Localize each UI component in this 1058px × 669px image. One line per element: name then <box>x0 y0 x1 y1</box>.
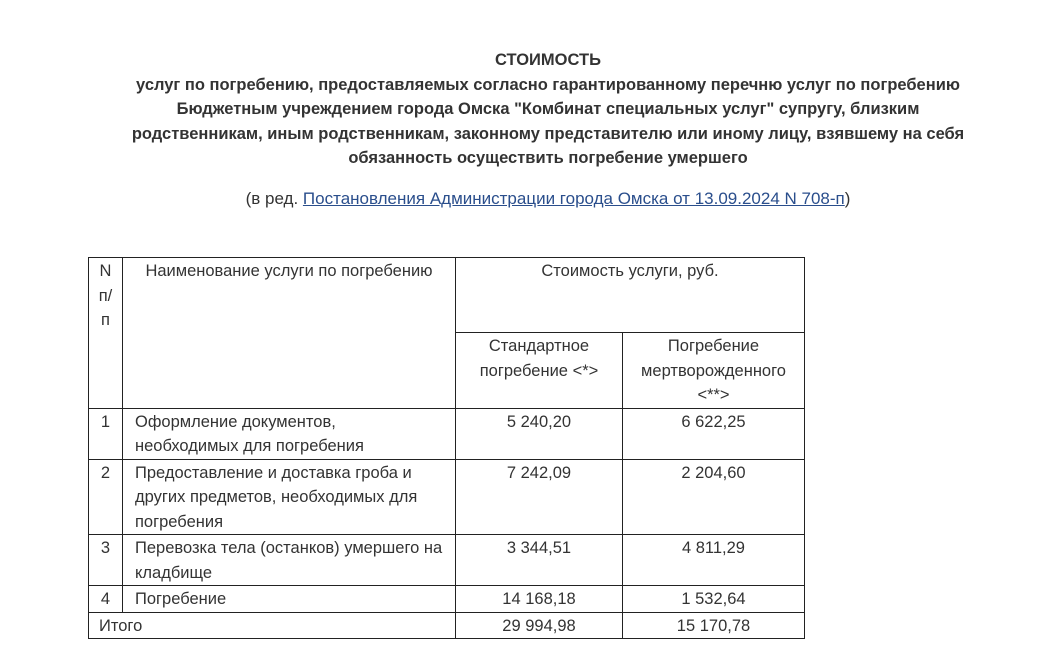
total-standard-price: 29 994,98 <box>456 612 623 639</box>
row-service-name: Перевозка тела (останков) умершего на кладбище <box>123 535 456 586</box>
cost-table <box>88 257 805 639</box>
revision-suffix: ) <box>844 189 851 208</box>
total-stillborn-price: 15 170,78 <box>623 612 805 639</box>
header-cost-group: Стоимость услуги, руб. <box>456 258 805 333</box>
document-title <box>60 48 1036 171</box>
title-line: услуг по погребению, предоставляемых согласно гарантированному перечню услуг по погребению <box>136 75 960 94</box>
table-row <box>89 535 805 586</box>
title-line: Бюджетным учреждением города Омска "Комбинат специальных услуг" супругу, близким <box>176 100 920 118</box>
title-line: обязанность осуществить погребение умершего <box>348 149 748 167</box>
header-row <box>89 258 805 333</box>
row-standard-price: 7 242,09 <box>456 459 623 535</box>
header-number: N п/ п <box>89 258 123 409</box>
row-stillborn-price: 1 532,64 <box>623 586 805 613</box>
revision-note <box>0 189 1058 209</box>
total-row <box>89 612 805 639</box>
total-label: Итого <box>89 612 456 639</box>
revision-link[interactable]: Постановления Администрации города Омска от 13.09.2024 N 708-п <box>302 189 845 208</box>
header-stillborn: Погребение мертворожденного <**> <box>623 333 805 409</box>
table-row <box>89 459 805 535</box>
revision-prefix: (в ред. <box>245 189 303 208</box>
row-number: 1 <box>89 408 123 459</box>
row-standard-price: 5 240,20 <box>456 408 623 459</box>
header-standard: Стандартное погребение <*> <box>456 333 623 409</box>
row-number: 4 <box>89 586 123 613</box>
row-service-name: Оформление документов, необходимых для погребения <box>123 408 456 459</box>
row-service-name: Предоставление и доставка гроба и других предметов, необходимых для погребения <box>123 459 456 535</box>
header-service-name: Наименование услуги по погребению <box>123 258 456 409</box>
row-stillborn-price: 2 204,60 <box>623 459 805 535</box>
row-number: 2 <box>89 459 123 535</box>
row-stillborn-price: 4 811,29 <box>623 535 805 586</box>
row-number: 3 <box>89 535 123 586</box>
row-standard-price: 3 344,51 <box>456 535 623 586</box>
title-line: родственникам, иным родственникам, законному представителю или иному лицу, взявшему на себя <box>131 124 965 143</box>
title-line: СТОИМОСТЬ <box>495 51 601 69</box>
row-stillborn-price: 6 622,25 <box>623 408 805 459</box>
row-standard-price: 14 168,18 <box>456 586 623 613</box>
table-row <box>89 408 805 459</box>
table-row <box>89 586 805 613</box>
row-service-name: Погребение <box>123 586 456 613</box>
